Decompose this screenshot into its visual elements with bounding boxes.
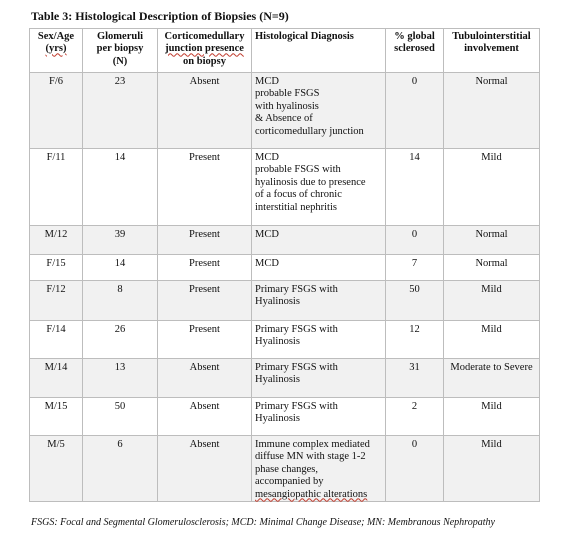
cell-diagnosis bbox=[252, 359, 386, 398]
cell-sex-age: F/15 bbox=[30, 255, 83, 281]
cell-corticomedullary: Absent bbox=[158, 359, 252, 398]
table-row bbox=[30, 398, 540, 436]
cell-corticomedullary: Absent bbox=[158, 73, 252, 149]
cell-glomeruli: 26 bbox=[83, 321, 158, 359]
cell-sex-age: F/11 bbox=[30, 149, 83, 226]
cell-corticomedullary: Absent bbox=[158, 398, 252, 436]
header-diagnosis: Histological Diagnosis bbox=[252, 29, 386, 73]
header-corticomedullary: Corticomedullary junction presence on biopsy bbox=[158, 29, 252, 73]
cell-tubulointerstitial: Moderate to Severe bbox=[444, 359, 540, 398]
cell-sclerosed: 50 bbox=[386, 281, 444, 321]
header-tubulointerstitial: Tubulointerstitial involvement bbox=[444, 29, 540, 73]
cell-glomeruli: 14 bbox=[83, 149, 158, 226]
diagnosis-line: Primary FSGS with bbox=[255, 401, 338, 412]
diagnosis-line: Hyalinosis bbox=[255, 336, 300, 348]
diagnosis-line: accompanied by bbox=[255, 476, 324, 488]
table-row bbox=[30, 73, 540, 149]
cell-diagnosis bbox=[252, 398, 386, 436]
table-row bbox=[30, 359, 540, 398]
table-row bbox=[30, 255, 540, 281]
cell-tubulointerstitial: Normal bbox=[444, 255, 540, 281]
cell-tubulointerstitial: Mild bbox=[444, 281, 540, 321]
cell-diagnosis bbox=[252, 281, 386, 321]
header-sex-age: Sex/Age (yrs) bbox=[30, 29, 83, 73]
diagnosis-line: probable FSGS with bbox=[255, 164, 341, 176]
cell-sex-age: M/5 bbox=[30, 436, 83, 502]
cell-corticomedullary: Present bbox=[158, 321, 252, 359]
cell-sex-age: F/6 bbox=[30, 73, 83, 149]
cell-tubulointerstitial: Mild bbox=[444, 149, 540, 226]
diagnosis-line: Primary FSGS with bbox=[255, 324, 338, 335]
diagnosis-line: diffuse MN with stage 1-2 bbox=[255, 451, 366, 463]
header-row bbox=[30, 29, 540, 73]
cell-diagnosis bbox=[252, 226, 386, 255]
cell-corticomedullary: Absent bbox=[158, 436, 252, 502]
cell-sex-age: M/12 bbox=[30, 226, 83, 255]
cell-corticomedullary: Present bbox=[158, 255, 252, 281]
table-row bbox=[30, 226, 540, 255]
cell-corticomedullary: Present bbox=[158, 281, 252, 321]
cell-sex-age: F/12 bbox=[30, 281, 83, 321]
biopsy-table bbox=[29, 28, 540, 502]
cell-glomeruli: 14 bbox=[83, 255, 158, 281]
diagnosis-line: Hyalinosis bbox=[255, 374, 300, 386]
diagnosis-line: Immune complex mediated bbox=[255, 439, 370, 450]
cell-sex-age: F/14 bbox=[30, 321, 83, 359]
cell-sclerosed: 0 bbox=[386, 226, 444, 255]
cell-tubulointerstitial: Mild bbox=[444, 321, 540, 359]
cell-diagnosis bbox=[252, 436, 386, 502]
table-row bbox=[30, 321, 540, 359]
cell-sclerosed: 7 bbox=[386, 255, 444, 281]
cell-glomeruli: 6 bbox=[83, 436, 158, 502]
diagnosis-line: MCD bbox=[255, 152, 279, 163]
cell-sclerosed: 12 bbox=[386, 321, 444, 359]
diagnosis-line: mesangiopathic alterations bbox=[255, 488, 368, 500]
diagnosis-line: probable FSGS bbox=[255, 88, 320, 100]
table-row bbox=[30, 436, 540, 502]
cell-tubulointerstitial: Mild bbox=[444, 398, 540, 436]
cell-diagnosis bbox=[252, 149, 386, 226]
table-row bbox=[30, 281, 540, 321]
cell-sex-age: M/15 bbox=[30, 398, 83, 436]
cell-glomeruli: 39 bbox=[83, 226, 158, 255]
diagnosis-line: Hyalinosis bbox=[255, 413, 300, 425]
diagnosis-line: MCD bbox=[255, 229, 279, 240]
cell-corticomedullary: Present bbox=[158, 226, 252, 255]
table-caption: Table 3: Histological Description of Biopsies (N=9) bbox=[31, 9, 289, 23]
cell-tubulointerstitial: Normal bbox=[444, 73, 540, 149]
diagnosis-line: Hyalinosis bbox=[255, 296, 300, 308]
cell-sclerosed: 31 bbox=[386, 359, 444, 398]
diagnosis-line: Primary FSGS with bbox=[255, 362, 338, 373]
cell-sclerosed: 0 bbox=[386, 436, 444, 502]
diagnosis-line: MCD bbox=[255, 76, 279, 87]
diagnosis-line: & Absence of bbox=[255, 113, 313, 125]
cell-sclerosed: 0 bbox=[386, 73, 444, 149]
cell-tubulointerstitial: Normal bbox=[444, 226, 540, 255]
diagnosis-line: corticomedullary junction bbox=[255, 125, 364, 137]
cell-corticomedullary: Present bbox=[158, 149, 252, 226]
header-glomeruli: Glomeruli per biopsy (N) bbox=[83, 29, 158, 73]
cell-diagnosis bbox=[252, 321, 386, 359]
cell-sex-age: M/14 bbox=[30, 359, 83, 398]
cell-diagnosis bbox=[252, 73, 386, 149]
diagnosis-line: phase changes, bbox=[255, 463, 318, 475]
cell-sclerosed: 14 bbox=[386, 149, 444, 226]
diagnosis-line: of a focus of chronic bbox=[255, 189, 342, 201]
table-row bbox=[30, 149, 540, 226]
cell-glomeruli: 8 bbox=[83, 281, 158, 321]
cell-glomeruli: 50 bbox=[83, 398, 158, 436]
cell-tubulointerstitial: Mild bbox=[444, 436, 540, 502]
cell-diagnosis bbox=[252, 255, 386, 281]
cell-glomeruli: 23 bbox=[83, 73, 158, 149]
cell-glomeruli: 13 bbox=[83, 359, 158, 398]
diagnosis-line: Primary FSGS with bbox=[255, 284, 338, 295]
diagnosis-line: interstitial nephritis bbox=[255, 201, 337, 213]
diagnosis-line: hyalinosis due to presence bbox=[255, 176, 366, 188]
table-footnote: FSGS: Focal and Segmental Glomerulosclerosis; MCD: Minimal Change Disease; MN: Membranous Nephropathy bbox=[31, 517, 495, 528]
diagnosis-line: with hyalinosis bbox=[255, 100, 319, 112]
header-sclerosed: % global sclerosed bbox=[386, 29, 444, 73]
cell-sclerosed: 2 bbox=[386, 398, 444, 436]
diagnosis-line: MCD bbox=[255, 258, 279, 269]
